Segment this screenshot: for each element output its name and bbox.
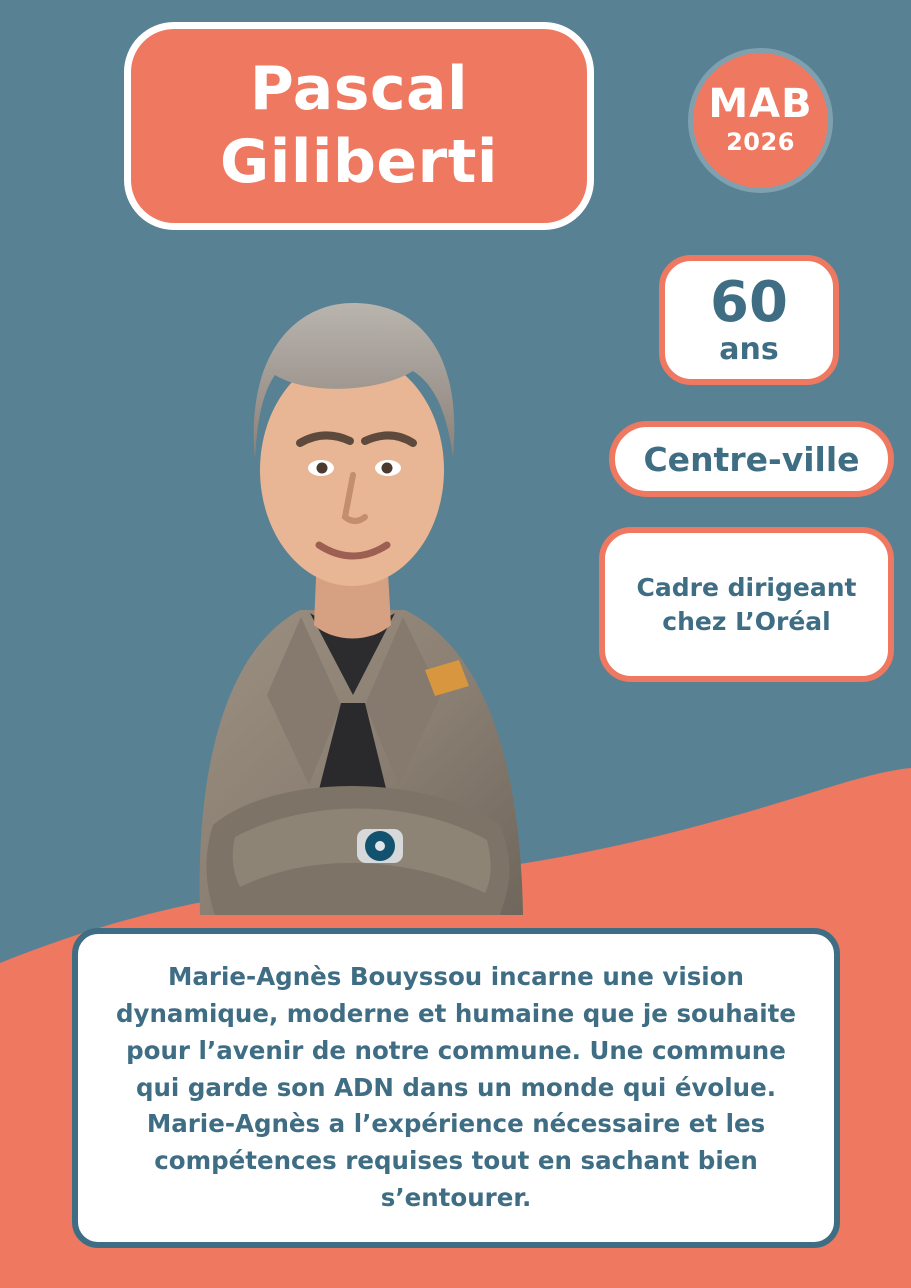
candidate-last-name: Giliberti [220,127,498,197]
age-unit: ans [719,331,779,367]
campaign-logo [688,48,833,193]
job-line-1: Cadre dirigeant [636,572,857,602]
district-card [609,421,894,497]
age-number: 60 [710,269,788,335]
logo-year: 2026 [726,128,795,157]
quote-card [72,928,840,1248]
logo-initials: MAB [708,81,813,128]
quote-text: Marie-Agnès Bouyssou incarne une vision dynamique, moderne et humaine que je souhaite pour l’avenir de notre commune. Une commune qui garde son ADN dans un monde qui évolue. Marie-Agnès a l’expérience nécessaire et les compétences requises tout en sachant bien s’entourer. [115,962,797,1212]
district-label: Centre-ville [643,439,860,479]
job-line-2: chez L’Oréal [662,606,831,636]
candidate-name-badge [124,22,594,230]
candidate-first-name: Pascal [249,53,469,124]
job-card [599,527,894,682]
age-card [659,255,839,385]
candidate-portrait [95,225,605,915]
